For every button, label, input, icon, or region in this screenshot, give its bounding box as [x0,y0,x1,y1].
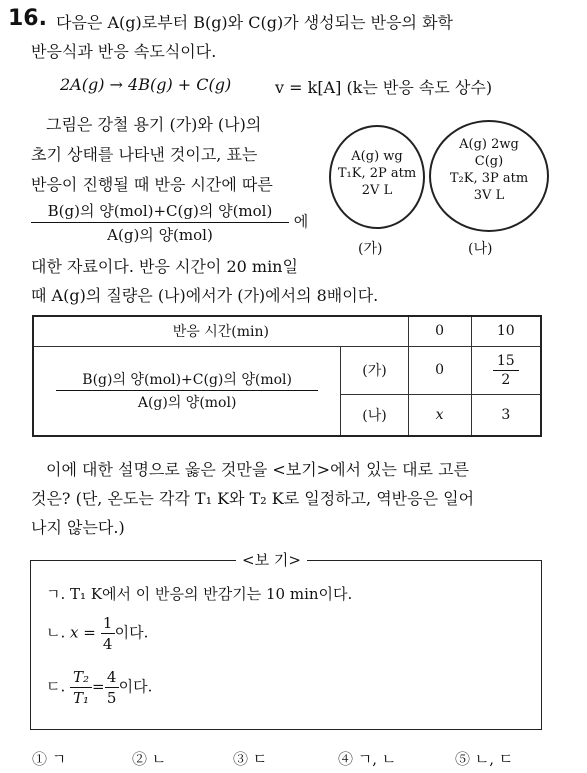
table-ga-t10-den: 2 [501,371,511,388]
desc-line-5: 때 A(g)의 질량은 (나)에서가 (가)에서의 8배이다. [31,286,379,305]
bogi-frac-num: 4 [105,668,119,688]
vessel-na-line: C(g) [474,154,504,169]
vessel-ga-contents [330,148,424,199]
choice-1[interactable]: ① ㄱ [32,750,67,768]
bogi-text: 이다. [118,677,153,696]
choice-2[interactable]: ② ㄴ [132,750,167,768]
bogi-item-2 [46,614,148,653]
rate-law: v = k[A] (k는 반응 속도 상수) [275,78,493,97]
vessel-ga-label: (가) [358,241,383,257]
vessel-ga-line: T₁K, 2P atm [337,166,417,181]
bogi-item-1 [46,583,352,604]
bogi-text: x = [70,623,96,642]
choice-4[interactable]: ④ ㄱ, ㄴ [338,750,397,768]
bogi-title: <보 기> [236,549,307,570]
ratio-suffix: 에 [293,212,309,231]
ratio-denominator: A(g)의 양(mol) [107,226,213,244]
intro-line-1: 다음은 A(g)로부터 B(g)와 C(g)가 생성되는 반응의 화학 [56,13,454,32]
prompt-line-1: 이에 대한 설명으로 옳은 것만을 <보기>에서 있는 대로 고른 [46,460,469,479]
table-vessel-na: (나) [341,394,408,436]
table-ga-t10 [471,346,541,394]
vessel-ga-line: 2V L [361,183,393,198]
table-label-numerator: B(g)의 양(mol)+C(g)의 양(mol) [56,369,318,391]
table-label-denominator: A(g)의 양(mol) [137,395,237,412]
bogi-text: = [92,677,105,696]
vessel-na-line: 3V L [473,188,505,203]
ratio-expression [31,200,308,245]
bogi-marker: ㄷ. [46,677,66,696]
vessel-ga-line: A(g) wg [351,149,403,164]
table-vessel-ga: (가) [341,346,408,394]
table-time-0: 0 [408,316,471,346]
question-number: 16. [8,6,47,31]
bogi-frac-den: T₁ [73,689,90,707]
table-na-t10: 3 [471,394,541,436]
prompt-line-3: 나지 않는다.) [31,518,125,537]
bogi-frac-num: 1 [101,614,115,634]
table-ga-t0: 0 [408,346,471,394]
desc-line-3: 반응이 진행될 때 반응 시간에 따른 [31,175,273,194]
bogi-text: T₁ K에서 이 반응의 반감기는 10 min이다. [70,585,353,603]
vessel-na-line: A(g) 2wg [459,137,519,152]
bogi-frac-den: 5 [106,689,117,707]
bogi-marker: ㄱ. [46,585,66,603]
table-na-t0: x [408,394,471,436]
bogi-marker: ㄴ. [46,623,66,642]
bogi-text: 이다. [114,623,149,642]
prompt-line-2: 것은? (단, 온도는 각각 T₁ K와 T₂ K로 일정하고, 역반응은 일어 [31,489,475,508]
vessel-na-contents [430,136,548,204]
vessel-na-label: (나) [468,241,493,257]
ratio-numerator: B(g)의 양(mol)+C(g)의 양(mol) [31,200,289,223]
bogi-item-3 [46,668,152,707]
bogi-frac-den: 4 [102,635,113,653]
vessel-na-line: T₂K, 3P atm [449,171,529,186]
table-header-label: 반응 시간(min) [33,316,408,346]
intro-line-2: 반응식과 반응 속도식이다. [31,42,217,61]
chemical-equation: 2A(g) → 4B(g) + C(g) [60,75,232,94]
table-ga-t10-num: 15 [493,353,519,371]
desc-line-1: 그림은 강철 용기 (가)와 (나)의 [46,115,262,134]
bogi-frac-num: T₂ [70,668,92,688]
choice-5[interactable]: ⑤ ㄴ, ㄷ [455,750,514,768]
data-table [32,315,542,437]
table-row-label [33,346,341,436]
choice-3[interactable]: ③ ㄷ [233,750,268,768]
desc-line-4: 대한 자료이다. 반응 시간이 20 min일 [31,257,298,276]
desc-line-2: 초기 상태를 나타낸 것이고, 표는 [31,145,258,164]
table-time-10: 10 [471,316,541,346]
